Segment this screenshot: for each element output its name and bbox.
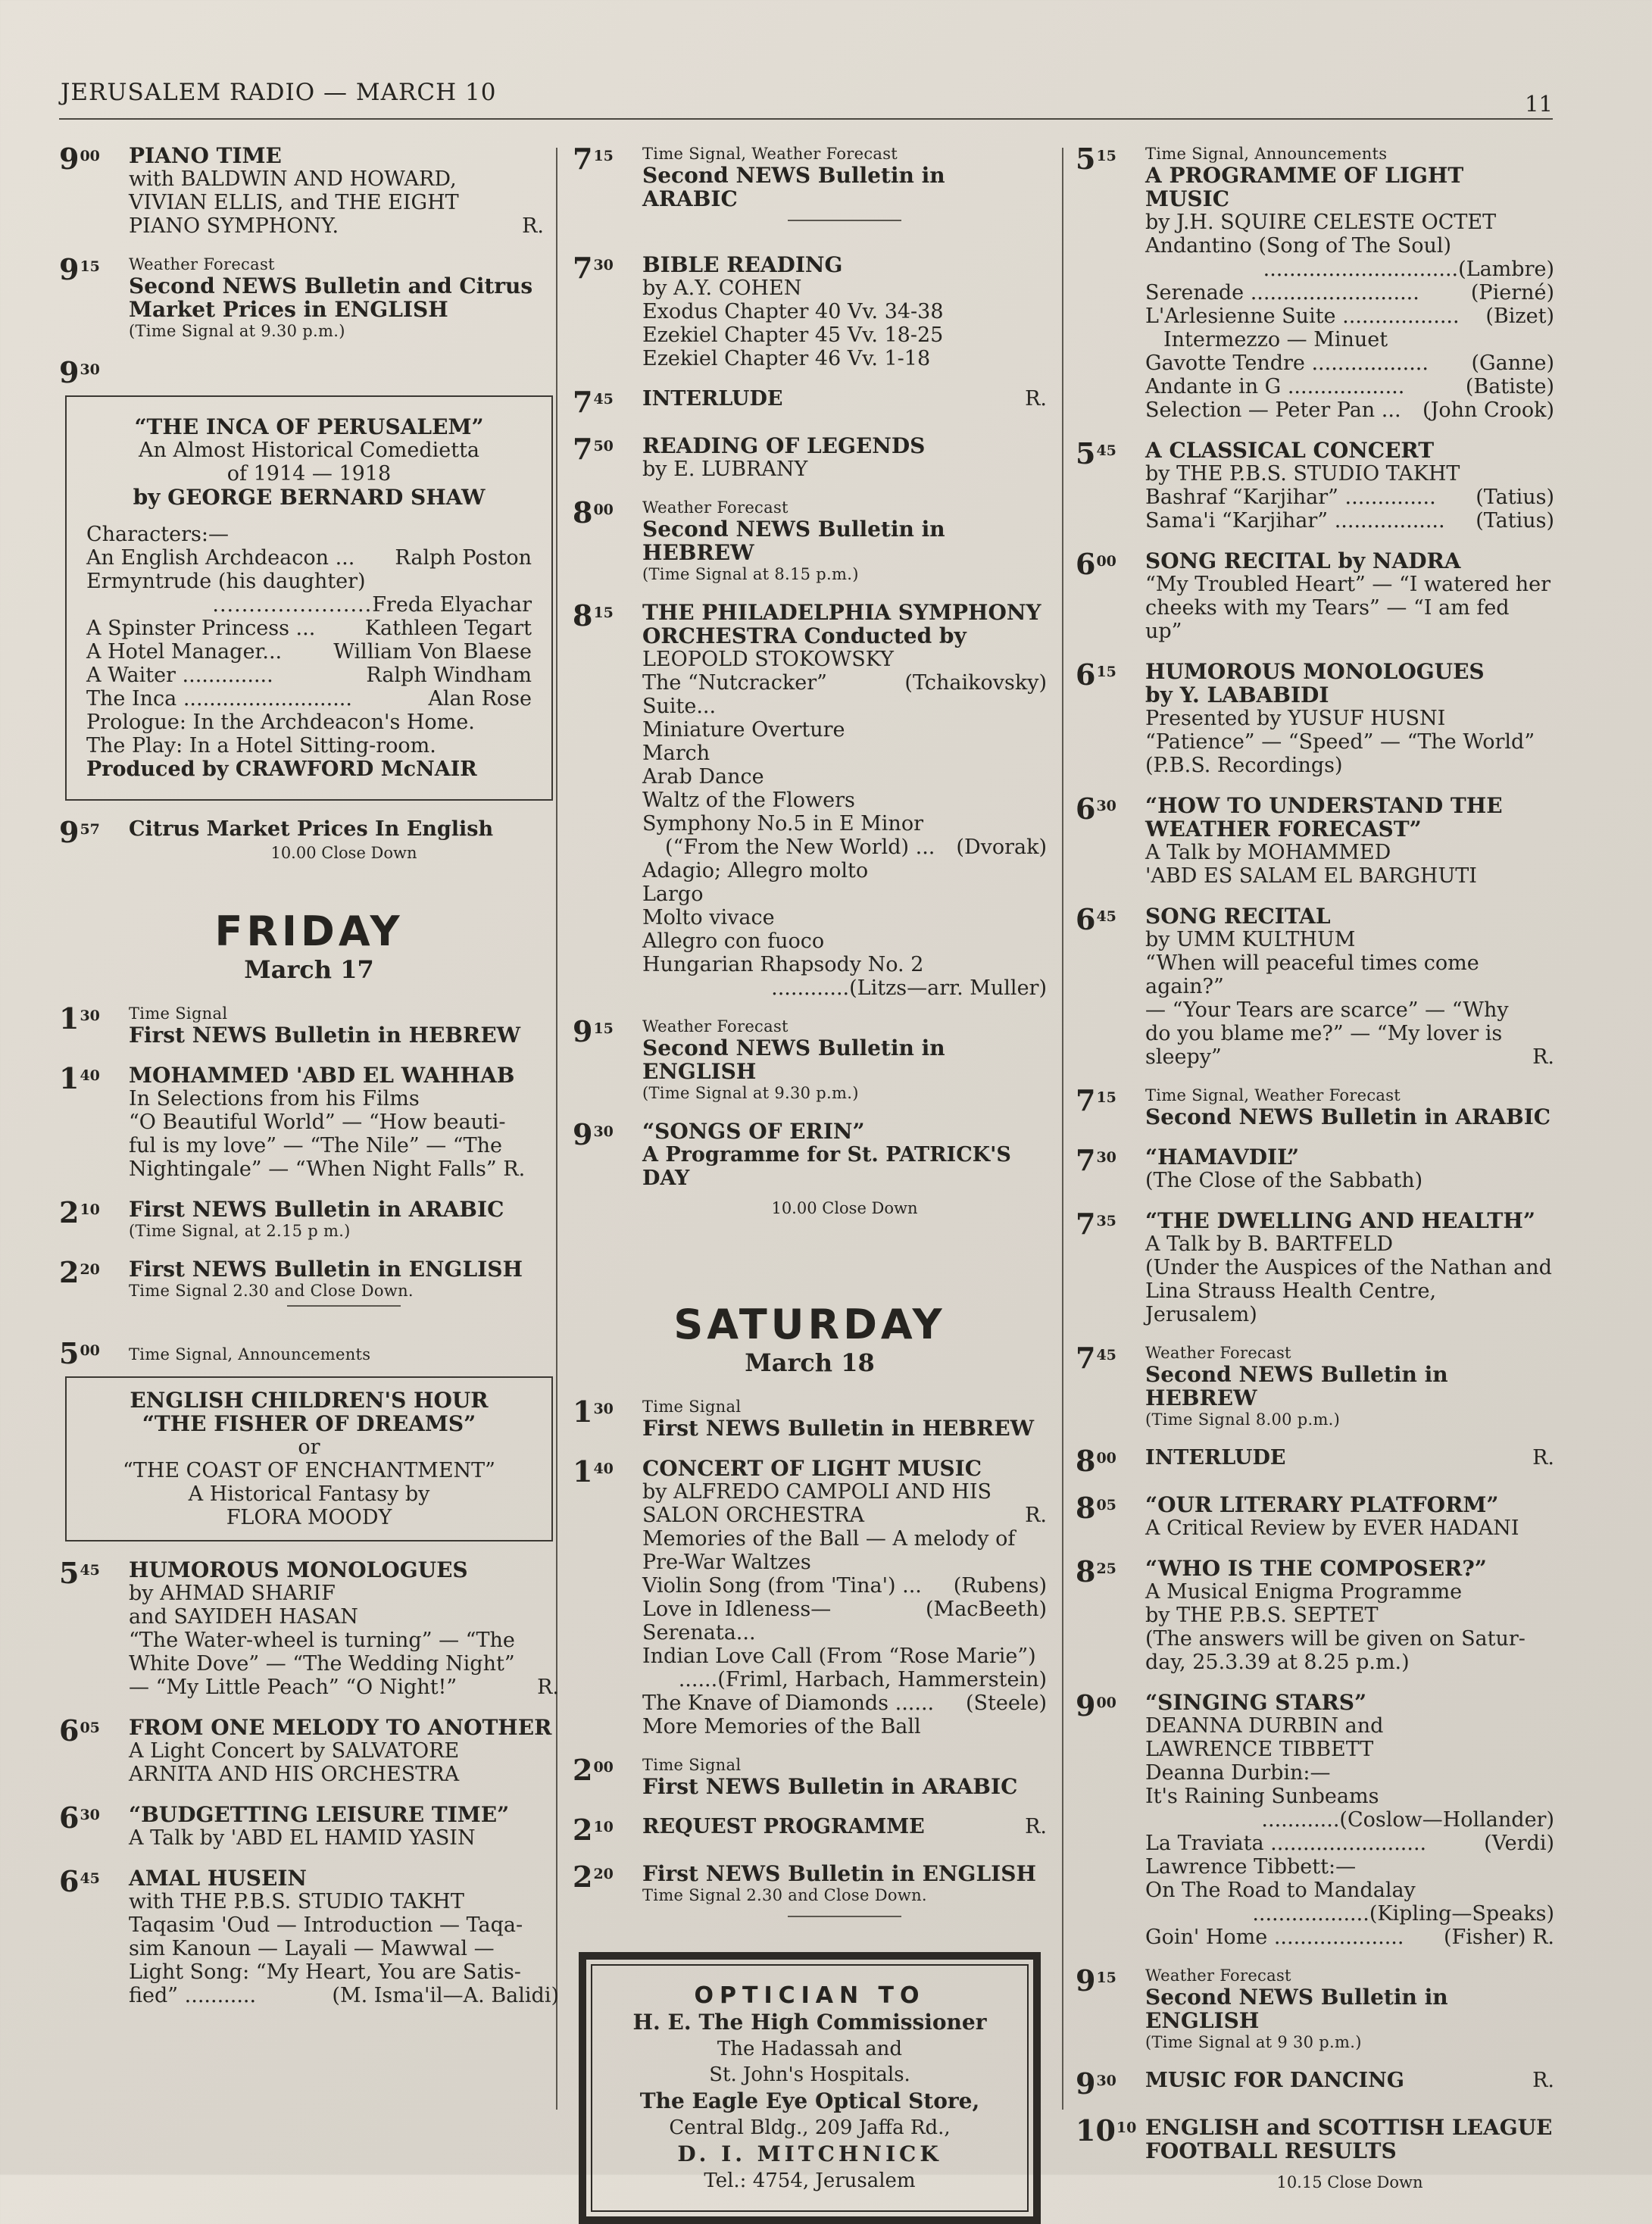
programme-line: Gavotte Tendre .................. (Ganne) xyxy=(1145,351,1554,375)
programme-entry xyxy=(59,144,559,238)
programme-line: Waltz of the Flowers xyxy=(642,789,855,812)
programme-line: cheeks with my Tears” — “I am fed xyxy=(1145,596,1510,620)
box-line: FLORA MOODY xyxy=(226,1506,392,1529)
time-label: $7^{30}$ xyxy=(573,251,614,285)
time-label: $10^{10}$ xyxy=(1076,2113,1137,2147)
programme-line: ............ (Litzs—arr. Muller) xyxy=(771,976,1047,1000)
programme-line: Adagio; Allegro molto xyxy=(642,859,869,882)
programme-line: with BALDWIN AND HOWARD, xyxy=(129,167,457,191)
programme-title: Second NEWS Bulletin in ARABIC xyxy=(642,163,945,211)
programme-line: The Knave of Diamonds ...... (Steele) xyxy=(642,1691,1047,1715)
ad-line: St. John's Hospitals. xyxy=(709,2063,910,2086)
programme-note: Weather Forecast xyxy=(642,498,789,517)
programme-title: BIBLE READING xyxy=(642,252,843,277)
programme-note: Time Signal, Weather Forecast xyxy=(642,145,898,163)
time-label: $6^{45}$ xyxy=(1076,902,1116,936)
programme-line: Miniature Overture xyxy=(642,718,845,742)
ad-headline: OPTICIAN TO xyxy=(694,1982,926,2009)
time-label: $5^{45}$ xyxy=(59,1556,100,1590)
programme-title: Citrus Market Prices In English xyxy=(129,817,494,841)
programme-title: INTERLUDE R. xyxy=(642,387,1047,411)
play-author: by GEORGE BERNARD SHAW xyxy=(133,485,486,510)
programme-entry xyxy=(59,1001,559,1048)
programme-line: — “My Little Peach” “O Night!” R. xyxy=(129,1676,559,1699)
programme-line: ARNITA AND HIS ORCHESTRA xyxy=(129,1763,460,1786)
programme-entry xyxy=(1076,436,1554,533)
programme-line: In Selections from his Films xyxy=(129,1087,420,1110)
programme-line: by ALFREDO CAMPOLI AND HIS xyxy=(642,1480,992,1504)
programme-line: LAWRENCE TIBBETT xyxy=(1145,1738,1374,1761)
programme-entry xyxy=(573,598,1047,1000)
programme-line: ............ (Coslow—Hollander) xyxy=(1261,1808,1554,1832)
programme-line: LEOPOLD STOKOWSKY xyxy=(642,648,894,671)
programme-note: Weather Forecast xyxy=(1145,1966,1291,1985)
programme-title: MOHAMMED 'ABD EL WAHHAB xyxy=(129,1063,515,1088)
programme-title: A PROGRAMME OF LIGHT MUSIC xyxy=(1145,163,1464,211)
programme-line: 'ABD ES SALAM EL BARGHUTI xyxy=(1145,864,1477,888)
programme-line: and SAYIDEH HASAN xyxy=(129,1605,358,1629)
programme-entry xyxy=(59,1558,559,1699)
time-label: $6^{45}$ xyxy=(59,1864,100,1898)
programme-entry xyxy=(1076,1963,1554,2052)
ad-address: Central Bldg., 209 Jaffa Rd., xyxy=(669,2116,951,2139)
programme-entry xyxy=(1076,660,1554,777)
column-middle xyxy=(573,144,1047,2224)
programme-entry xyxy=(59,1338,559,1369)
programme-line: PIANO SYMPHONY. R. xyxy=(129,214,544,238)
page-header xyxy=(59,74,1553,120)
programme-entry xyxy=(59,1866,559,2007)
programme-line: Light Song: “My Heart, You are Satis- xyxy=(129,1960,521,1984)
divider xyxy=(287,1305,401,1307)
programme-entry xyxy=(59,1713,559,1786)
programme-title: HUMOROUS MONOLOGUES xyxy=(1145,659,1485,684)
programme-entry xyxy=(573,1117,1047,1232)
box-title: ENGLISH CHILDREN'S HOUR xyxy=(130,1388,489,1413)
column-right xyxy=(1076,144,1554,2223)
programme-entry xyxy=(573,1454,1047,1738)
programme-line: March xyxy=(642,742,710,765)
time-label: $7^{30}$ xyxy=(1076,1143,1116,1177)
programme-title: ORCHESTRA Conducted by xyxy=(642,623,967,648)
programme-title: Second NEWS Bulletin in HEBREW xyxy=(1145,1362,1448,1410)
time-signal-note: (Time Signal, at 2.15 p m.) xyxy=(129,1222,351,1240)
programme-line: ......(Friml, Harbach, Hammerstein) xyxy=(678,1668,1047,1691)
programme-line: by AHMAD SHARIF xyxy=(129,1582,336,1605)
programme-line: sleepy” R. xyxy=(1145,1045,1554,1069)
time-label: $8^{00}$ xyxy=(1076,1444,1116,1478)
programme-title: First NEWS Bulletin in ARABIC xyxy=(642,1774,1018,1799)
divider xyxy=(788,1916,901,1917)
play-box xyxy=(65,395,553,801)
time-label: $7^{45}$ xyxy=(573,385,614,419)
time-signal-note: Time Signal 2.30 and Close Down. xyxy=(129,1282,414,1300)
programme-line: VIVIAN ELLIS, and THE EIGHT xyxy=(129,191,459,214)
programme-entry xyxy=(59,1803,559,1850)
programme-line: Deanna Durbin:— xyxy=(1145,1761,1331,1785)
programme-entry xyxy=(573,1755,1047,1798)
programme-line: ful is my love” — “The Nile” — “The xyxy=(129,1134,502,1157)
programme-line: Pre-War Waltzes xyxy=(642,1551,811,1574)
ad-line: H. E. The High Commissioner xyxy=(632,2010,987,2035)
programme-title: READING OF LEGENDS xyxy=(642,433,926,458)
programme-line: A Musical Enigma Programme xyxy=(1145,1580,1463,1604)
programme-line: Serenade .......................... (Pierné) xyxy=(1145,281,1554,305)
divider xyxy=(788,220,901,221)
box-line: A Historical Fantasy by xyxy=(188,1482,430,1506)
programme-title: THE PHILADELPHIA SYMPHONY xyxy=(642,600,1041,625)
box-subtitle: “THE FISHER OF DREAMS” xyxy=(142,1411,476,1436)
time-label: $2^{20}$ xyxy=(573,1860,614,1894)
programme-title: AMAL HUSEIN xyxy=(129,1866,308,1891)
time-label: $5^{15}$ xyxy=(1076,142,1116,176)
time-label: $6^{00}$ xyxy=(1076,547,1116,581)
programme-line: Symphony No.5 in E Minor xyxy=(642,812,923,836)
time-signal-note: Time Signal 2.30 and Close Down. xyxy=(642,1886,927,1904)
programme-line: SALON ORCHESTRA R. xyxy=(642,1504,1047,1527)
programme-title: SONG RECITAL by NADRA xyxy=(1145,548,1461,573)
programme-entry xyxy=(1076,1145,1554,1192)
programme-entry xyxy=(573,1815,1047,1845)
time-label: $1^{40}$ xyxy=(573,1454,614,1488)
time-label: $7^{15}$ xyxy=(573,142,614,176)
programme-line: DEANNA DURBIN and xyxy=(1145,1714,1384,1738)
column-left xyxy=(59,144,559,2024)
time-label: $5^{00}$ xyxy=(59,1336,100,1370)
programme-note: Weather Forecast xyxy=(129,255,275,273)
programme-line: “When will peaceful times come again?” xyxy=(1145,951,1479,998)
programme-line: Memories of the Ball — A melody of xyxy=(642,1527,1016,1551)
column-rule xyxy=(1062,148,1063,2110)
play-subtitle: An Almost Historical Comedietta xyxy=(138,439,480,462)
close-down-note: 10.00 Close Down xyxy=(270,844,417,862)
time-label: $6^{30}$ xyxy=(59,1801,100,1835)
programme-title: “SINGING STARS” xyxy=(1145,1690,1367,1715)
programme-title: INTERLUDE R. xyxy=(1145,1446,1554,1470)
ad-telephone: Tel.: 4754, Jerusalem xyxy=(704,2169,916,2192)
time-label: $2^{10}$ xyxy=(573,1813,614,1847)
programme-entry xyxy=(573,1397,1047,1440)
cast-line: An English Archdeacon ... Ralph Poston xyxy=(86,546,532,570)
time-label: $8^{15}$ xyxy=(573,598,614,633)
programme-line: Largo xyxy=(642,882,704,906)
programme-line: (The Close of the Sabbath) xyxy=(1145,1169,1423,1192)
programme-title: HUMOROUS MONOLOGUES xyxy=(129,1557,468,1582)
play-title: “THE INCA OF PERUSALEM” xyxy=(134,414,484,439)
time-label: $9^{15}$ xyxy=(573,1014,614,1048)
programme-line: A Talk by B. BARTFELD xyxy=(1145,1232,1394,1256)
programme-line: Andantino (Song of The Soul) xyxy=(1145,234,1452,258)
programme-title: FROM ONE MELODY TO ANOTHER xyxy=(129,1715,552,1740)
characters-heading: Characters:— xyxy=(86,523,229,546)
time-signal-note: (Time Signal at 9.30 p.m.) xyxy=(642,1084,859,1102)
programme-line: Nightingale” — “When Night Falls” R. xyxy=(129,1157,526,1181)
ad-proprietor: D. I. MITCHNICK xyxy=(677,2141,942,2166)
time-label: $8^{05}$ xyxy=(1076,1491,1116,1525)
programme-title: FOOTBALL RESULTS xyxy=(1145,2138,1397,2163)
producer-line: Produced by CRAWFORD McNAIR xyxy=(86,757,477,781)
programme-line: A Talk by MOHAMMED xyxy=(1145,841,1391,864)
programme-line: Indian Love Call (From “Rose Marie”) xyxy=(642,1645,1036,1668)
time-label: $2^{20}$ xyxy=(59,1255,100,1289)
programme-entry xyxy=(59,1061,559,1181)
programme-entry xyxy=(59,355,559,389)
time-signal-note: (Time Signal at 9.30 p.m.) xyxy=(129,322,345,340)
programme-title: WEATHER FORECAST” xyxy=(1145,817,1422,842)
programme-line: Exodus Chapter 40 Vv. 34-38 xyxy=(642,300,944,323)
page-title: JERUSALEM RADIO — MARCH 10 xyxy=(61,79,497,106)
time-label: $9^{00}$ xyxy=(59,142,100,176)
programme-title: “HOW TO UNDERSTAND THE xyxy=(1145,793,1503,818)
time-label: $9^{30}$ xyxy=(573,1117,614,1151)
programme-line: L'Arlesienne Suite .................. (Bizet) xyxy=(1145,305,1554,328)
programme-line: On The Road to Mandalay xyxy=(1145,1879,1416,1902)
programme-line: Intermezzo — Minuet xyxy=(1163,328,1388,351)
programme-entry xyxy=(1076,1554,1554,1674)
time-label: $6^{05}$ xyxy=(59,1713,100,1748)
programme-line: Love in Idleness—Serenata... (MacBeeth) xyxy=(642,1598,1047,1645)
programme-line: day, 25.3.39 at 8.25 p.m.) xyxy=(1145,1651,1410,1674)
programme-entry xyxy=(573,144,1047,236)
close-down-note: 10.00 Close Down xyxy=(771,1199,918,1217)
day-date-saturday: March 18 xyxy=(745,1348,875,1377)
programme-line: A Talk by 'ABD EL HAMID YASIN xyxy=(129,1826,476,1850)
programme-line: Lina Strauss Health Centre, Jerusalem) xyxy=(1145,1279,1437,1326)
programme-line: Taqasim 'Oud — Introduction — Taqa- xyxy=(129,1913,523,1937)
time-signal-note: (Time Signal at 8.15 p.m.) xyxy=(642,565,859,583)
cast-line: ...................... Freda Elyachar xyxy=(212,593,532,617)
programme-entry xyxy=(573,253,1047,370)
ad-store-name: The Eagle Eye Optical Store, xyxy=(639,2088,980,2113)
programme-line: fied” ........... (M. Isma'il—A. Balidi) xyxy=(129,1984,559,2007)
programme-entry xyxy=(1076,1085,1554,1129)
programme-line: A Light Concert by SALVATORE xyxy=(129,1739,460,1763)
programme-line: by UMM KULTHUM xyxy=(1145,928,1356,951)
programme-entry xyxy=(1076,144,1554,422)
programme-entry xyxy=(59,1257,559,1322)
programme-title: First NEWS Bulletin in HEBREW xyxy=(642,1416,1035,1441)
programme-entry xyxy=(59,1195,559,1241)
programme-line: More Memories of the Ball xyxy=(642,1715,921,1738)
programme-title: Second NEWS Bulletin in ARABIC xyxy=(1145,1104,1551,1129)
programme-entry xyxy=(1076,1343,1554,1429)
box-line: or xyxy=(298,1435,320,1459)
programme-note: Time Signal, Announcements xyxy=(129,1345,371,1363)
programme-entry xyxy=(1076,1209,1554,1326)
programme-line: Ezekiel Chapter 46 Vv. 1-18 xyxy=(642,347,931,370)
time-label: $9^{30}$ xyxy=(59,355,100,389)
page-number: 11 xyxy=(1525,91,1553,117)
programme-title: First NEWS Bulletin in HEBREW xyxy=(129,1023,521,1048)
time-label: $5^{45}$ xyxy=(1076,436,1116,470)
programme-line: Presented by YUSUF HUSNI xyxy=(1145,707,1446,730)
programme-title: “SONGS OF ERIN” xyxy=(642,1119,865,1144)
programme-title: Second NEWS Bulletin in ENGLISH xyxy=(1145,1985,1448,2033)
programme-note: Time Signal xyxy=(642,1756,742,1774)
programme-title: First NEWS Bulletin in ENGLISH xyxy=(129,1257,523,1282)
programme-title: First NEWS Bulletin in ENGLISH xyxy=(642,1861,1036,1886)
programme-line: Andante in G .................. (Batiste) xyxy=(1145,375,1554,398)
programme-line: with THE P.B.S. STUDIO TAKHT xyxy=(129,1890,464,1913)
time-signal-note: (Time Signal at 9 30 p.m.) xyxy=(1145,2033,1362,2051)
programme-entry xyxy=(573,434,1047,481)
programme-title: ENGLISH and SCOTTISH LEAGUE xyxy=(1145,2115,1553,2140)
programme-line: The “Nutcracker” Suite... (Tchaikovsky) xyxy=(642,671,1047,718)
programme-entry xyxy=(1076,2113,1554,2207)
programme-title: First NEWS Bulletin in ARABIC xyxy=(129,1197,504,1222)
programme-line: A Critical Review by EVER HADANI xyxy=(1145,1517,1519,1540)
programme-line: (P.B.S. Recordings) xyxy=(1145,754,1343,777)
programme-note: Time Signal, Announcements xyxy=(1145,145,1388,163)
time-label: $9^{00}$ xyxy=(1076,1688,1116,1723)
programme-line: .............................. (Lambre) xyxy=(1263,258,1554,281)
day-date-friday: March 17 xyxy=(244,955,374,984)
programme-entry xyxy=(1076,549,1554,643)
programme-entry xyxy=(573,1862,1047,1932)
programme-title: Second NEWS Bulletin in HEBREW xyxy=(642,517,945,565)
programme-line: (The answers will be given on Satur- xyxy=(1145,1627,1526,1651)
programme-line: .................. (Kipling—Speaks) xyxy=(1252,1902,1554,1926)
ad-line: The Hadassah and xyxy=(717,2038,903,2060)
programme-title: “OUR LITERARY PLATFORM” xyxy=(1145,1492,1499,1517)
programme-title: “THE DWELLING AND HEALTH” xyxy=(1145,1208,1535,1233)
cast-line: A Hotel Manager... William Von Blaese xyxy=(86,640,532,664)
programme-title: REQUEST PROGRAMME R. xyxy=(642,1815,1047,1838)
programme-title: MUSIC FOR DANCING R. xyxy=(1145,2069,1554,2092)
programme-line: Bashraf “Karjihar” .............. (Tatius) xyxy=(1145,486,1554,509)
programme-entry xyxy=(59,252,559,341)
programme-line: up” xyxy=(1145,620,1182,643)
programme-line: (Under the Auspices of the Nathan and xyxy=(1145,1256,1552,1279)
time-label: $6^{15}$ xyxy=(1076,658,1116,692)
programme-entry xyxy=(573,387,1047,417)
prologue-line: Prologue: In the Archdeacon's Home. xyxy=(86,711,475,734)
programme-line: “O Beautiful World” — “How beauti- xyxy=(129,1110,506,1134)
programme-note: Weather Forecast xyxy=(1145,1344,1291,1362)
programme-line: “Patience” — “Speed” — “The World” xyxy=(1145,730,1535,754)
programme-line: Hungarian Rhapsody No. 2 xyxy=(642,953,924,976)
programme-entry xyxy=(573,495,1047,584)
programme-title: A CLASSICAL CONCERT xyxy=(1145,438,1435,463)
programme-line: White Dove” — “The Wedding Night” xyxy=(129,1652,515,1676)
programme-note: Time Signal, Weather Forecast xyxy=(1145,1086,1401,1104)
time-label: $9^{15}$ xyxy=(59,252,100,286)
programme-line: by THE P.B.S. SEPTET xyxy=(1145,1604,1379,1627)
day-heading-friday: FRIDAY xyxy=(214,907,404,955)
time-label: $9^{15}$ xyxy=(1076,1963,1116,1998)
programme-entry xyxy=(1076,1446,1554,1476)
programme-title: “BUDGETTING LEISURE TIME” xyxy=(129,1802,510,1827)
time-label: $8^{25}$ xyxy=(1076,1554,1116,1588)
programme-line: Sama'i “Karjihar” ................. (Tatius) xyxy=(1145,509,1554,533)
programme-line: Selection — Peter Pan ... (John Crook) xyxy=(1145,398,1554,422)
time-label: $2^{00}$ xyxy=(573,1753,614,1787)
programme-line: by THE P.B.S. STUDIO TAKHT xyxy=(1145,462,1460,486)
time-label: $6^{30}$ xyxy=(1076,792,1116,826)
programme-line: Allegro con fuoco xyxy=(642,929,825,953)
cast-line: A Waiter .............. Ralph Windham xyxy=(86,664,532,687)
programme-entry xyxy=(1076,1493,1554,1540)
programme-entry xyxy=(1076,904,1554,1069)
time-label: $1^{30}$ xyxy=(59,1001,100,1035)
programme-entry xyxy=(573,1014,1047,1103)
time-label: $9^{30}$ xyxy=(1076,2066,1116,2101)
programme-line: Ezekiel Chapter 45 Vv. 18-25 xyxy=(642,323,944,347)
programme-line: — “Your Tears are scarce” — “Why xyxy=(1145,998,1509,1022)
programme-line: Lawrence Tibbett:— xyxy=(1145,1855,1357,1879)
programme-line: Goin' Home .................... (Fisher) R. xyxy=(1145,1926,1554,1949)
time-label: $7^{35}$ xyxy=(1076,1207,1116,1241)
programme-line: by J.H. SQUIRE CELESTE OCTET xyxy=(1145,211,1497,234)
time-label: $2^{10}$ xyxy=(59,1195,100,1229)
programme-title: PIANO TIME xyxy=(129,143,282,168)
programme-line: “My Troubled Heart” — “I watered her xyxy=(1145,573,1551,596)
optician-advertisement xyxy=(579,1952,1041,2224)
programme-entry xyxy=(1076,794,1554,888)
programme-line: Molto vivace xyxy=(642,906,775,929)
programme-line: by E. LUBRANY xyxy=(642,458,808,481)
time-label: $7^{50}$ xyxy=(573,432,614,466)
time-label: $1^{40}$ xyxy=(59,1061,100,1095)
childrens-hour-box xyxy=(65,1376,553,1541)
programme-title: “HAMAVDIL” xyxy=(1145,1145,1300,1170)
box-line: “THE COAST OF ENCHANTMENT” xyxy=(123,1459,495,1482)
programme-title: “WHO IS THE COMPOSER?” xyxy=(1145,1556,1487,1581)
time-label: $7^{15}$ xyxy=(1076,1083,1116,1117)
programme-title: by Y. LABABIDI xyxy=(1145,683,1329,707)
programme-line: La Traviata ........................ (Verdi) xyxy=(1145,1832,1554,1855)
time-label: $9^{57}$ xyxy=(59,815,100,849)
play-setting-line: The Play: In a Hotel Sitting-room. xyxy=(86,734,436,757)
programme-entry xyxy=(1076,1688,1554,1949)
programme-title: Second NEWS Bulletin in ENGLISH xyxy=(642,1035,945,1084)
programme-line: (“From the New World) ... (Dvorak) xyxy=(665,836,1047,859)
cast-line: Ermyntrude (his daughter) xyxy=(86,570,366,593)
programme-line: Arab Dance xyxy=(642,765,764,789)
programme-note: Time Signal xyxy=(642,1398,742,1416)
close-down-note: 10.15 Close Down xyxy=(1276,2173,1423,2191)
programme-line: by A.Y. COHEN xyxy=(642,276,802,300)
programme-line: Violin Song (from 'Tina') ... (Rubens) xyxy=(642,1574,1047,1598)
time-label: $8^{00}$ xyxy=(573,495,614,529)
programme-entry xyxy=(59,817,559,877)
programme-line: A Programme for St. PATRICK'S DAY xyxy=(642,1143,1011,1190)
programme-title: CONCERT OF LIGHT MUSIC xyxy=(642,1456,982,1481)
programme-line: “The Water-wheel is turning” — “The xyxy=(129,1629,515,1652)
play-years: of 1914 — 1918 xyxy=(226,462,392,486)
programme-title: Second NEWS Bulletin and Citrus Market Prices in ENGLISH xyxy=(129,273,533,322)
day-heading-saturday: SATURDAY xyxy=(673,1301,946,1348)
time-signal-note: (Time Signal 8.00 p.m.) xyxy=(1145,1410,1341,1429)
programme-line: sim Kanoun — Layali — Mawwal — xyxy=(129,1937,495,1960)
programme-note: Weather Forecast xyxy=(642,1017,789,1035)
programme-line: do you blame me?” — “My lover is xyxy=(1145,1022,1503,1045)
programme-note: Time Signal xyxy=(129,1004,228,1023)
time-label: $7^{45}$ xyxy=(1076,1341,1116,1375)
cast-line: The Inca .......................... Alan Rose xyxy=(86,687,532,711)
programme-entry xyxy=(1076,2066,1554,2101)
cast-line: A Spinster Princess ... Kathleen Tegart xyxy=(86,617,532,640)
programme-title: SONG RECITAL xyxy=(1145,904,1331,929)
time-label: $1^{30}$ xyxy=(573,1395,614,1429)
programme-line: It's Raining Sunbeams xyxy=(1145,1785,1379,1808)
